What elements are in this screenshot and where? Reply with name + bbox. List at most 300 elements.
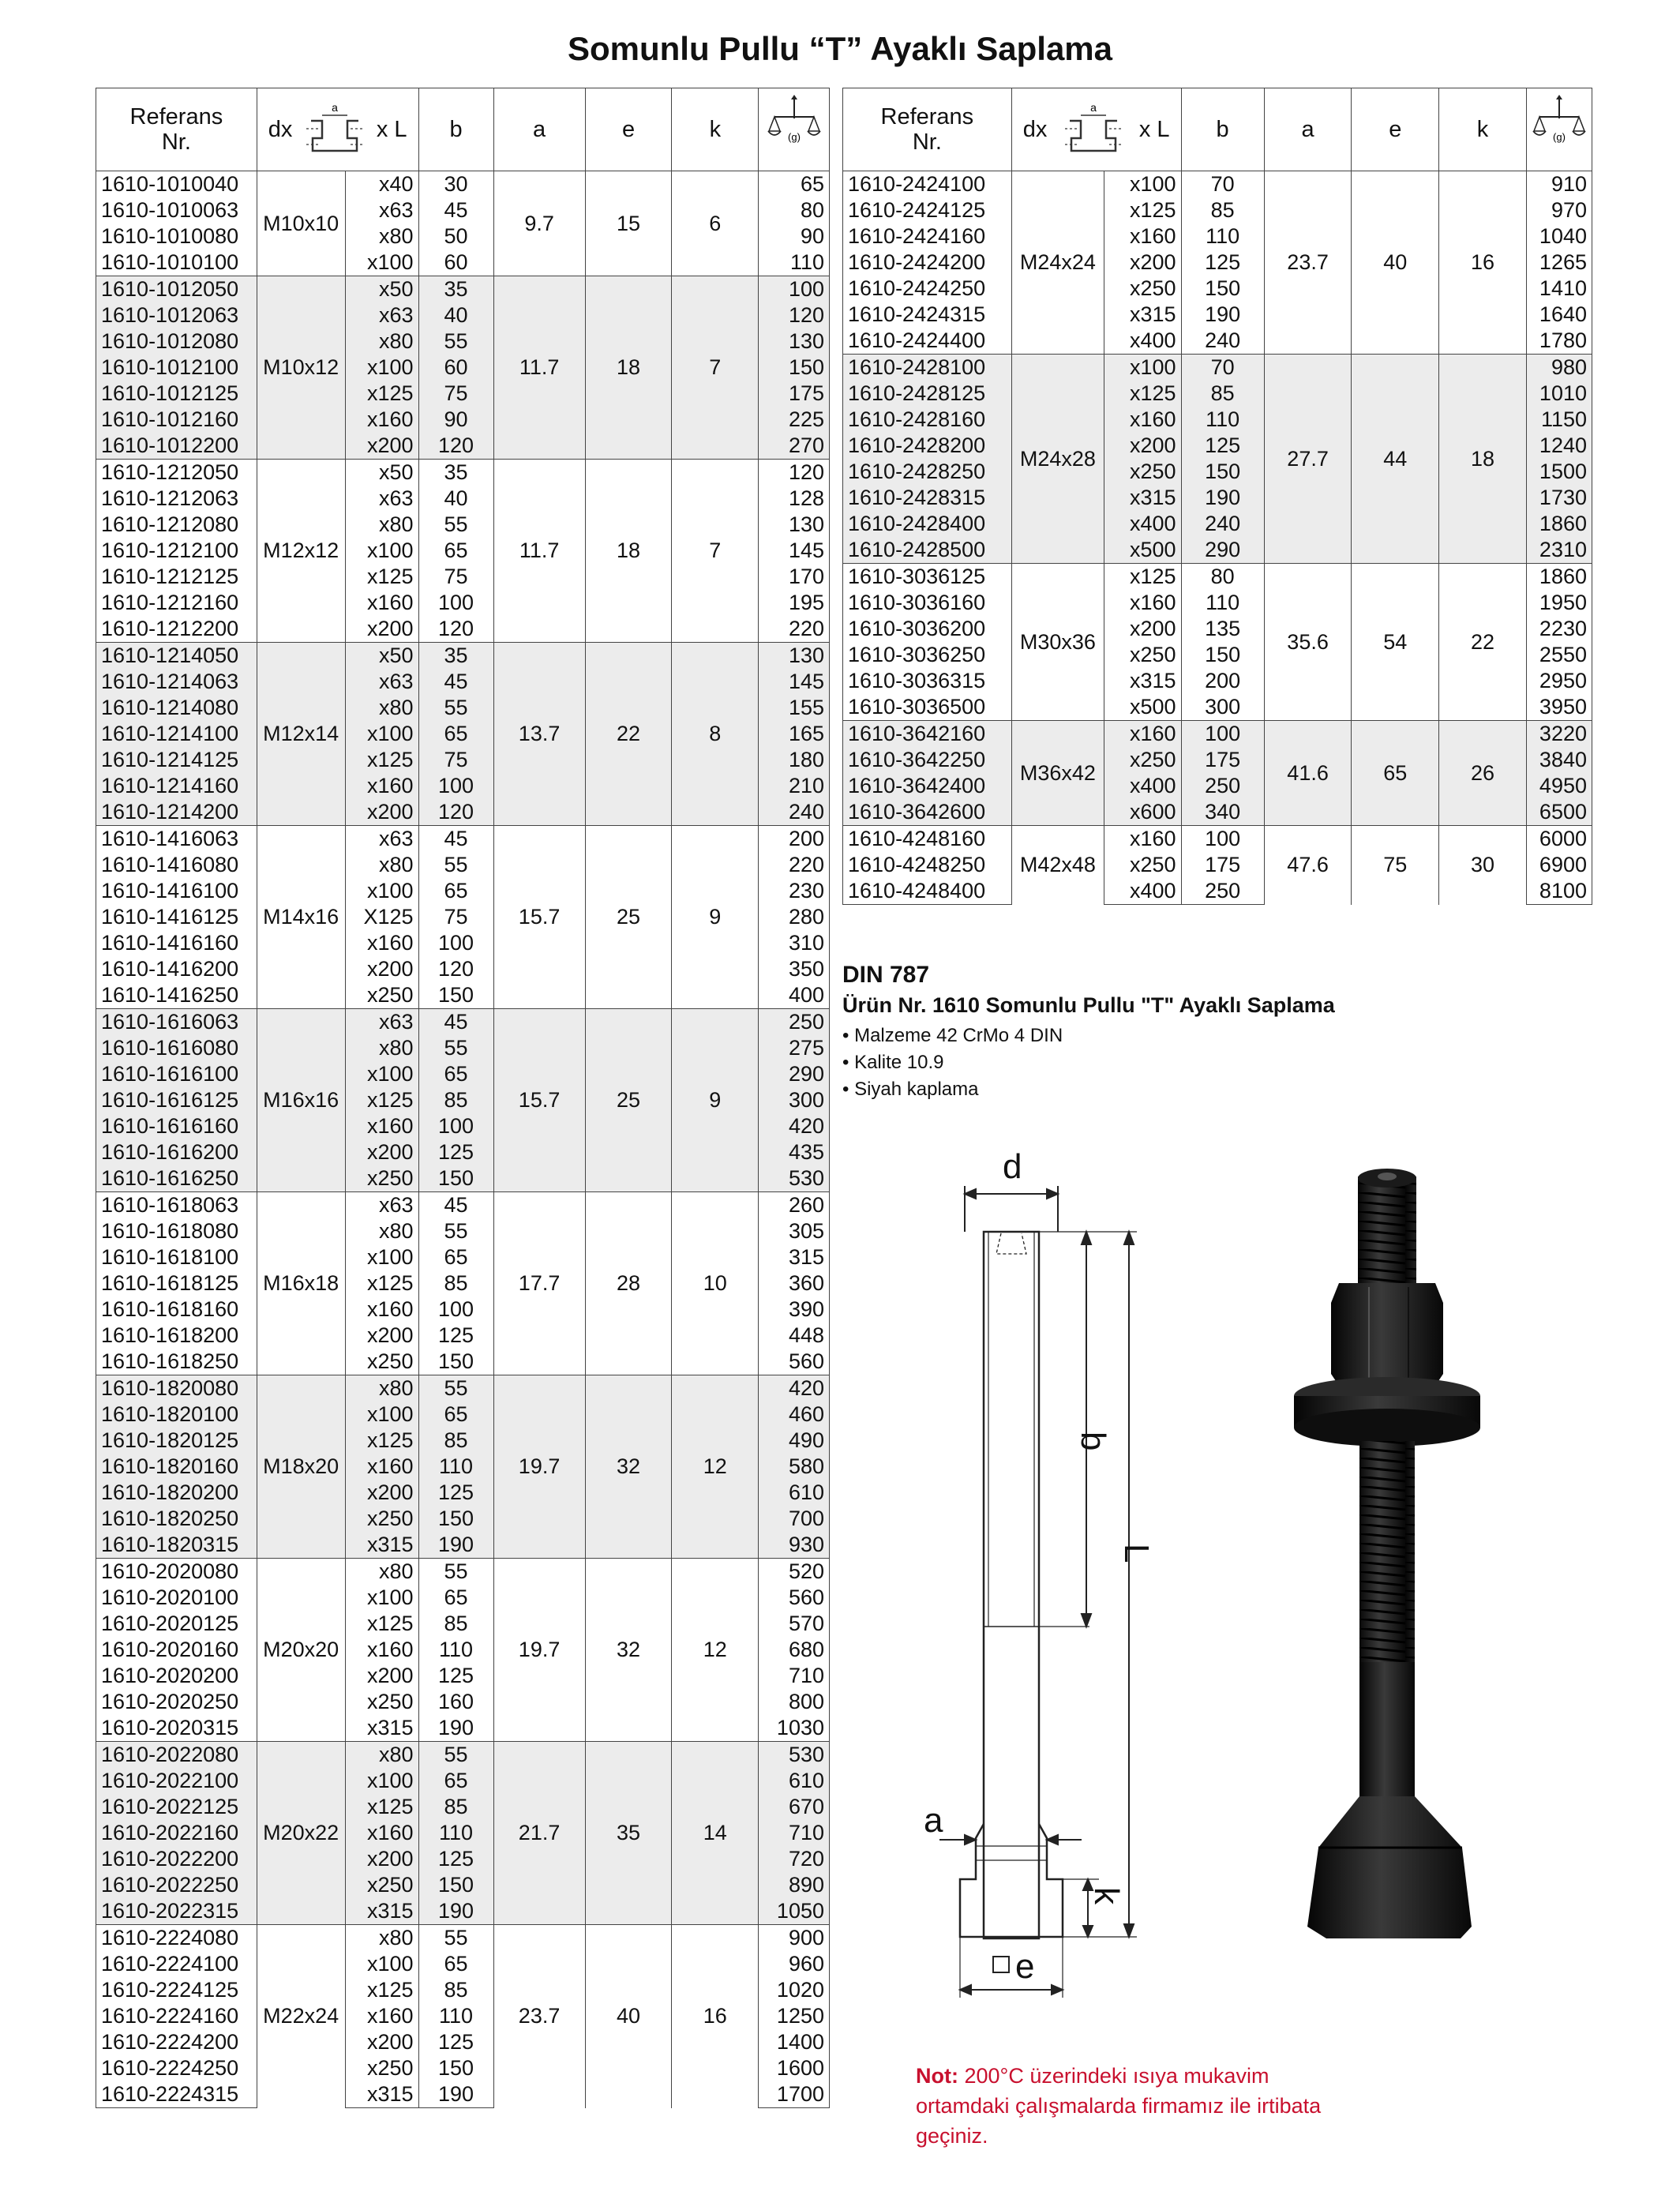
b-cell: 110 bbox=[418, 1454, 493, 1480]
b-cell: 60 bbox=[418, 355, 493, 381]
length-cell: x80 bbox=[345, 223, 418, 250]
table-row bbox=[843, 826, 1592, 853]
b-cell: 125 bbox=[418, 1846, 493, 1872]
weight-cell: 420 bbox=[759, 1375, 830, 1402]
weight-cell: 130 bbox=[759, 328, 830, 355]
dim-label-e: e bbox=[1015, 1947, 1035, 1986]
b-cell: 55 bbox=[418, 1035, 493, 1061]
a-cell: 23.7 bbox=[493, 1925, 585, 2108]
dim-label-k: k bbox=[1087, 1887, 1126, 1904]
b-cell: 190 bbox=[418, 2081, 493, 2108]
a-cell: 11.7 bbox=[493, 460, 585, 643]
b-cell: 150 bbox=[418, 2055, 493, 2081]
b-cell: 65 bbox=[418, 1585, 493, 1611]
b-cell: 65 bbox=[418, 1061, 493, 1087]
e-cell: 18 bbox=[585, 276, 672, 460]
weight-cell: 180 bbox=[759, 747, 830, 773]
reference-cell: 1610-1012100 bbox=[96, 355, 257, 381]
length-cell: x250 bbox=[345, 982, 418, 1009]
k-cell: 9 bbox=[672, 1009, 759, 1192]
k-cell: 8 bbox=[672, 643, 759, 826]
weight-cell: 960 bbox=[759, 1951, 830, 1977]
b-cell: 175 bbox=[1181, 747, 1264, 773]
length-cell: x50 bbox=[345, 643, 418, 670]
reference-cell: 1610-1416100 bbox=[96, 878, 257, 904]
table-row bbox=[96, 460, 830, 486]
weight-cell: 300 bbox=[759, 1087, 830, 1113]
b-cell: 100 bbox=[418, 590, 493, 616]
feature-item: • Kalite 10.9 bbox=[842, 1049, 1335, 1076]
length-cell: x160 bbox=[1104, 721, 1181, 748]
weight-cell: 165 bbox=[759, 721, 830, 747]
table-row bbox=[96, 1925, 830, 1952]
thread-size-cell: M10x10 bbox=[257, 171, 345, 276]
k-cell: 26 bbox=[1439, 721, 1527, 826]
length-cell: x250 bbox=[1104, 276, 1181, 302]
e-cell: 44 bbox=[1352, 355, 1439, 564]
reference-cell: 1610-1820080 bbox=[96, 1375, 257, 1402]
weight-cell: 3840 bbox=[1526, 747, 1592, 773]
length-cell: x125 bbox=[345, 1428, 418, 1454]
b-cell: 55 bbox=[418, 1559, 493, 1585]
length-cell: x160 bbox=[345, 1454, 418, 1480]
b-cell: 150 bbox=[418, 1349, 493, 1375]
table-row bbox=[843, 564, 1592, 591]
length-cell: x80 bbox=[345, 1559, 418, 1585]
reference-cell: 1610-2022315 bbox=[96, 1898, 257, 1925]
b-cell: 65 bbox=[418, 721, 493, 747]
length-cell: x160 bbox=[345, 407, 418, 433]
b-cell: 85 bbox=[418, 1977, 493, 2003]
thread-size-cell: M22x24 bbox=[257, 1925, 345, 2108]
weight-cell: 1040 bbox=[1526, 223, 1592, 250]
b-cell: 55 bbox=[418, 852, 493, 878]
header-dx-label: dx bbox=[1022, 116, 1048, 142]
length-cell: x250 bbox=[345, 1165, 418, 1192]
length-cell: x125 bbox=[345, 1794, 418, 1820]
header-b: b bbox=[418, 88, 493, 171]
weight-cell: 80 bbox=[759, 197, 830, 223]
reference-cell: 1610-1214125 bbox=[96, 747, 257, 773]
scale-icon bbox=[767, 95, 822, 158]
reference-cell: 1610-1820100 bbox=[96, 1402, 257, 1428]
reference-cell: 1610-1214080 bbox=[96, 695, 257, 721]
e-cell: 40 bbox=[585, 1925, 672, 2108]
weight-cell: 100 bbox=[759, 276, 830, 303]
length-cell: x160 bbox=[345, 1820, 418, 1846]
length-cell: x500 bbox=[1104, 537, 1181, 564]
length-cell: x200 bbox=[345, 433, 418, 460]
length-cell: x125 bbox=[345, 381, 418, 407]
b-cell: 85 bbox=[418, 1611, 493, 1637]
warning-note bbox=[916, 2061, 1358, 2151]
length-cell: x200 bbox=[345, 616, 418, 643]
weight-cell: 1410 bbox=[1526, 276, 1592, 302]
length-cell: x50 bbox=[345, 460, 418, 486]
reference-cell: 1610-1012160 bbox=[96, 407, 257, 433]
e-cell: 22 bbox=[585, 643, 672, 826]
note-label: Not: bbox=[916, 2064, 958, 2088]
svg-text:a: a bbox=[331, 101, 338, 114]
length-cell: x63 bbox=[345, 197, 418, 223]
thread-size-cell: M16x18 bbox=[257, 1192, 345, 1375]
b-cell: 55 bbox=[418, 1925, 493, 1952]
b-cell: 100 bbox=[418, 1113, 493, 1139]
reference-cell: 1610-2428315 bbox=[843, 485, 1012, 511]
b-cell: 125 bbox=[418, 2029, 493, 2055]
length-cell: x315 bbox=[1104, 485, 1181, 511]
header-e: e bbox=[1352, 88, 1439, 171]
b-cell: 190 bbox=[1181, 302, 1264, 328]
reference-cell: 1610-2224200 bbox=[96, 2029, 257, 2055]
reference-cell: 1610-2428250 bbox=[843, 459, 1012, 485]
weight-cell: 1780 bbox=[1526, 328, 1592, 355]
reference-cell: 1610-1012200 bbox=[96, 433, 257, 460]
b-cell: 120 bbox=[418, 433, 493, 460]
reference-cell: 1610-1416063 bbox=[96, 826, 257, 853]
reference-cell: 1610-1416080 bbox=[96, 852, 257, 878]
weight-cell: 580 bbox=[759, 1454, 830, 1480]
weight-cell: 910 bbox=[1526, 171, 1592, 198]
b-cell: 45 bbox=[418, 826, 493, 853]
header-xl-label: x L bbox=[1138, 116, 1170, 142]
length-cell: x200 bbox=[345, 1663, 418, 1689]
technical-drawing bbox=[900, 1145, 1156, 2021]
reference-cell: 1610-2224080 bbox=[96, 1925, 257, 1952]
b-cell: 85 bbox=[418, 1087, 493, 1113]
weight-cell: 530 bbox=[759, 1742, 830, 1769]
weight-cell: 1050 bbox=[759, 1898, 830, 1925]
reference-cell: 1610-1618063 bbox=[96, 1192, 257, 1219]
length-cell: x160 bbox=[1104, 590, 1181, 616]
thread-size-cell: M18x20 bbox=[257, 1375, 345, 1559]
reference-cell: 1610-1212160 bbox=[96, 590, 257, 616]
length-cell: x80 bbox=[345, 695, 418, 721]
length-cell: x160 bbox=[1104, 826, 1181, 853]
svg-text:a: a bbox=[1089, 101, 1097, 114]
b-cell: 290 bbox=[1181, 537, 1264, 564]
reference-cell: 1610-1820315 bbox=[96, 1532, 257, 1559]
weight-cell: 170 bbox=[759, 564, 830, 590]
reference-cell: 1610-2224160 bbox=[96, 2003, 257, 2029]
length-cell: x160 bbox=[345, 1113, 418, 1139]
weight-cell: 150 bbox=[759, 355, 830, 381]
length-cell: x160 bbox=[345, 1637, 418, 1663]
length-cell: x63 bbox=[345, 1192, 418, 1219]
table-row bbox=[843, 721, 1592, 748]
k-cell: 10 bbox=[672, 1192, 759, 1375]
reference-cell: 1610-2428400 bbox=[843, 511, 1012, 537]
weight-cell: 130 bbox=[759, 512, 830, 538]
a-cell: 35.6 bbox=[1264, 564, 1352, 721]
table-row bbox=[96, 1742, 830, 1769]
b-cell: 45 bbox=[418, 1009, 493, 1036]
length-cell: x125 bbox=[1104, 564, 1181, 591]
weight-cell: 970 bbox=[1526, 197, 1592, 223]
b-cell: 40 bbox=[418, 302, 493, 328]
weight-cell: 1010 bbox=[1526, 381, 1592, 407]
b-cell: 65 bbox=[418, 1951, 493, 1977]
weight-cell: 1730 bbox=[1526, 485, 1592, 511]
a-cell: 15.7 bbox=[493, 826, 585, 1009]
table-row bbox=[96, 171, 830, 198]
weight-cell: 420 bbox=[759, 1113, 830, 1139]
reference-cell: 1610-4248400 bbox=[843, 878, 1012, 905]
length-cell: x125 bbox=[345, 564, 418, 590]
b-cell: 75 bbox=[418, 904, 493, 930]
b-cell: 120 bbox=[418, 956, 493, 982]
b-cell: 300 bbox=[1181, 694, 1264, 721]
reference-cell: 1610-2022125 bbox=[96, 1794, 257, 1820]
reference-cell: 1610-1212050 bbox=[96, 460, 257, 486]
length-cell: x63 bbox=[345, 302, 418, 328]
b-cell: 100 bbox=[418, 773, 493, 799]
weight-cell: 670 bbox=[759, 1794, 830, 1820]
b-cell: 125 bbox=[1181, 250, 1264, 276]
length-cell: x125 bbox=[345, 747, 418, 773]
b-cell: 110 bbox=[1181, 407, 1264, 433]
length-cell: x100 bbox=[345, 250, 418, 276]
weight-cell: 230 bbox=[759, 878, 830, 904]
b-cell: 100 bbox=[1181, 826, 1264, 853]
reference-cell: 1610-1416200 bbox=[96, 956, 257, 982]
reference-cell: 1610-3036125 bbox=[843, 564, 1012, 591]
length-cell: x250 bbox=[345, 1349, 418, 1375]
b-cell: 65 bbox=[418, 538, 493, 564]
weight-cell: 175 bbox=[759, 381, 830, 407]
b-cell: 85 bbox=[418, 1794, 493, 1820]
length-cell: x63 bbox=[345, 669, 418, 695]
weight-cell: 310 bbox=[759, 930, 830, 956]
length-cell: x40 bbox=[345, 171, 418, 198]
reference-cell: 1610-1214160 bbox=[96, 773, 257, 799]
reference-cell: 1610-1212200 bbox=[96, 616, 257, 643]
header-xl-label: x L bbox=[376, 116, 407, 142]
dim-label-a: a bbox=[924, 1801, 943, 1840]
b-cell: 65 bbox=[418, 1402, 493, 1428]
weight-cell: 145 bbox=[759, 669, 830, 695]
b-cell: 90 bbox=[418, 407, 493, 433]
t-slot-profile-icon bbox=[303, 102, 366, 157]
length-cell: x200 bbox=[1104, 433, 1181, 459]
table-row bbox=[96, 826, 830, 853]
table-row bbox=[96, 276, 830, 303]
b-cell: 110 bbox=[418, 1637, 493, 1663]
length-cell: x63 bbox=[345, 486, 418, 512]
e-cell: 35 bbox=[585, 1742, 672, 1925]
length-cell: x80 bbox=[345, 1742, 418, 1769]
length-cell: x100 bbox=[345, 1951, 418, 1977]
a-cell: 11.7 bbox=[493, 276, 585, 460]
weight-cell: 520 bbox=[759, 1559, 830, 1585]
reference-cell: 1610-1618080 bbox=[96, 1218, 257, 1244]
length-cell: x100 bbox=[345, 1402, 418, 1428]
e-cell: 40 bbox=[1352, 171, 1439, 355]
length-cell: x600 bbox=[1104, 799, 1181, 826]
e-cell: 15 bbox=[585, 171, 672, 276]
reference-cell: 1610-1010080 bbox=[96, 223, 257, 250]
length-cell: x200 bbox=[1104, 616, 1181, 642]
header-k: k bbox=[1439, 88, 1527, 171]
length-cell: x160 bbox=[345, 773, 418, 799]
weight-cell: 3950 bbox=[1526, 694, 1592, 721]
reference-cell: 1610-3642400 bbox=[843, 773, 1012, 799]
scale-icon bbox=[1532, 95, 1587, 158]
reference-cell: 1610-1616100 bbox=[96, 1061, 257, 1087]
length-cell: x63 bbox=[345, 1009, 418, 1036]
reference-cell: 1610-1214050 bbox=[96, 643, 257, 670]
k-cell: 16 bbox=[1439, 171, 1527, 355]
weight-cell: 1250 bbox=[759, 2003, 830, 2029]
reference-cell: 1610-2224250 bbox=[96, 2055, 257, 2081]
length-cell: x315 bbox=[345, 1532, 418, 1559]
length-cell: x63 bbox=[345, 826, 418, 853]
reference-cell: 1610-3036315 bbox=[843, 668, 1012, 694]
weight-cell: 290 bbox=[759, 1061, 830, 1087]
b-cell: 70 bbox=[1181, 355, 1264, 381]
a-cell: 19.7 bbox=[493, 1559, 585, 1742]
length-cell: x125 bbox=[1104, 197, 1181, 223]
e-cell: 18 bbox=[585, 460, 672, 643]
reference-cell: 1610-1618200 bbox=[96, 1323, 257, 1349]
header-weight bbox=[759, 88, 830, 171]
reference-cell: 1610-1012050 bbox=[96, 276, 257, 303]
weight-cell: 890 bbox=[759, 1872, 830, 1898]
header-dx-label: dx bbox=[268, 116, 293, 142]
weight-cell: 130 bbox=[759, 643, 830, 670]
weight-cell: 4950 bbox=[1526, 773, 1592, 799]
length-cell: x100 bbox=[345, 355, 418, 381]
weight-cell: 610 bbox=[759, 1768, 830, 1794]
reference-cell: 1610-2020080 bbox=[96, 1559, 257, 1585]
length-cell: x50 bbox=[345, 276, 418, 303]
e-cell: 25 bbox=[585, 826, 672, 1009]
length-cell: x160 bbox=[345, 2003, 418, 2029]
b-cell: 60 bbox=[418, 250, 493, 276]
reference-cell: 1610-2424125 bbox=[843, 197, 1012, 223]
k-cell: 16 bbox=[672, 1925, 759, 2108]
reference-cell: 1610-2424315 bbox=[843, 302, 1012, 328]
length-cell: x250 bbox=[345, 1506, 418, 1532]
weight-cell: 490 bbox=[759, 1428, 830, 1454]
reference-cell: 1610-2020160 bbox=[96, 1637, 257, 1663]
b-cell: 150 bbox=[1181, 459, 1264, 485]
length-cell: x160 bbox=[1104, 407, 1181, 433]
reference-cell: 1610-1212080 bbox=[96, 512, 257, 538]
weight-cell: 1400 bbox=[759, 2029, 830, 2055]
dim-label-d: d bbox=[1003, 1147, 1022, 1186]
reference-cell: 1610-1416125 bbox=[96, 904, 257, 930]
weight-cell: 155 bbox=[759, 695, 830, 721]
reference-cell: 1610-1214200 bbox=[96, 799, 257, 826]
length-cell: x250 bbox=[345, 1689, 418, 1715]
weight-cell: 1030 bbox=[759, 1715, 830, 1742]
weight-cell: 200 bbox=[759, 826, 830, 853]
reference-cell: 1610-1616125 bbox=[96, 1087, 257, 1113]
weight-cell: 3220 bbox=[1526, 721, 1592, 748]
b-cell: 55 bbox=[418, 1742, 493, 1769]
weight-cell: 195 bbox=[759, 590, 830, 616]
weight-cell: 360 bbox=[759, 1270, 830, 1297]
reference-cell: 1610-1616200 bbox=[96, 1139, 257, 1165]
table-row bbox=[96, 1192, 830, 1219]
e-cell: 28 bbox=[585, 1192, 672, 1375]
weight-cell: 1240 bbox=[1526, 433, 1592, 459]
length-cell: x200 bbox=[1104, 250, 1181, 276]
b-cell: 55 bbox=[418, 512, 493, 538]
weight-cell: 560 bbox=[759, 1349, 830, 1375]
b-cell: 110 bbox=[1181, 590, 1264, 616]
b-cell: 45 bbox=[418, 1192, 493, 1219]
reference-cell: 1610-1618125 bbox=[96, 1270, 257, 1297]
table-row bbox=[96, 1009, 830, 1036]
k-cell: 12 bbox=[672, 1375, 759, 1559]
thread-size-cell: M14x16 bbox=[257, 826, 345, 1009]
b-cell: 240 bbox=[1181, 511, 1264, 537]
t-bolt-photo bbox=[1263, 1145, 1579, 1950]
a-cell: 21.7 bbox=[493, 1742, 585, 1925]
note-text: 200°C üzerindeki ısıya mukavim ortamdaki çalışmalarda firmamız ile irtibata geçiniz. bbox=[916, 2064, 1322, 2148]
b-cell: 100 bbox=[418, 930, 493, 956]
length-cell: x200 bbox=[345, 2029, 418, 2055]
thread-size-cell: M10x12 bbox=[257, 276, 345, 460]
b-cell: 35 bbox=[418, 643, 493, 670]
k-cell: 18 bbox=[1439, 355, 1527, 564]
b-cell: 135 bbox=[1181, 616, 1264, 642]
b-cell: 120 bbox=[418, 616, 493, 643]
length-cell: x160 bbox=[345, 1297, 418, 1323]
weight-cell: 120 bbox=[759, 460, 830, 486]
a-cell: 13.7 bbox=[493, 643, 585, 826]
reference-cell: 1610-1012063 bbox=[96, 302, 257, 328]
length-cell: x80 bbox=[345, 852, 418, 878]
weight-cell: 2950 bbox=[1526, 668, 1592, 694]
reference-cell: 1610-1212125 bbox=[96, 564, 257, 590]
k-cell: 7 bbox=[672, 460, 759, 643]
length-cell: x80 bbox=[345, 1218, 418, 1244]
reference-cell: 1610-2022250 bbox=[96, 1872, 257, 1898]
thread-size-cell: M12x12 bbox=[257, 460, 345, 643]
length-cell: x100 bbox=[345, 538, 418, 564]
table-header-row bbox=[843, 88, 1592, 171]
b-cell: 85 bbox=[418, 1428, 493, 1454]
length-cell: x250 bbox=[345, 2055, 418, 2081]
b-cell: 125 bbox=[418, 1480, 493, 1506]
b-cell: 110 bbox=[1181, 223, 1264, 250]
weight-cell: 90 bbox=[759, 223, 830, 250]
length-cell: x80 bbox=[345, 1925, 418, 1952]
dim-label-l: L bbox=[1117, 1544, 1156, 1563]
b-cell: 190 bbox=[418, 1532, 493, 1559]
b-cell: 190 bbox=[418, 1715, 493, 1742]
weight-cell: 710 bbox=[759, 1820, 830, 1846]
b-cell: 125 bbox=[1181, 433, 1264, 459]
din-standard: DIN 787 bbox=[842, 962, 930, 988]
k-cell: 6 bbox=[672, 171, 759, 276]
header-b: b bbox=[1181, 88, 1264, 171]
b-cell: 55 bbox=[418, 328, 493, 355]
length-cell: x80 bbox=[345, 328, 418, 355]
length-cell: x80 bbox=[345, 1035, 418, 1061]
weight-cell: 1860 bbox=[1526, 511, 1592, 537]
weight-cell: 700 bbox=[759, 1506, 830, 1532]
length-cell: x315 bbox=[1104, 668, 1181, 694]
a-cell: 27.7 bbox=[1264, 355, 1352, 564]
b-cell: 125 bbox=[418, 1323, 493, 1349]
length-cell: x315 bbox=[345, 1898, 418, 1925]
length-cell: x250 bbox=[1104, 747, 1181, 773]
length-cell: x125 bbox=[345, 1977, 418, 2003]
